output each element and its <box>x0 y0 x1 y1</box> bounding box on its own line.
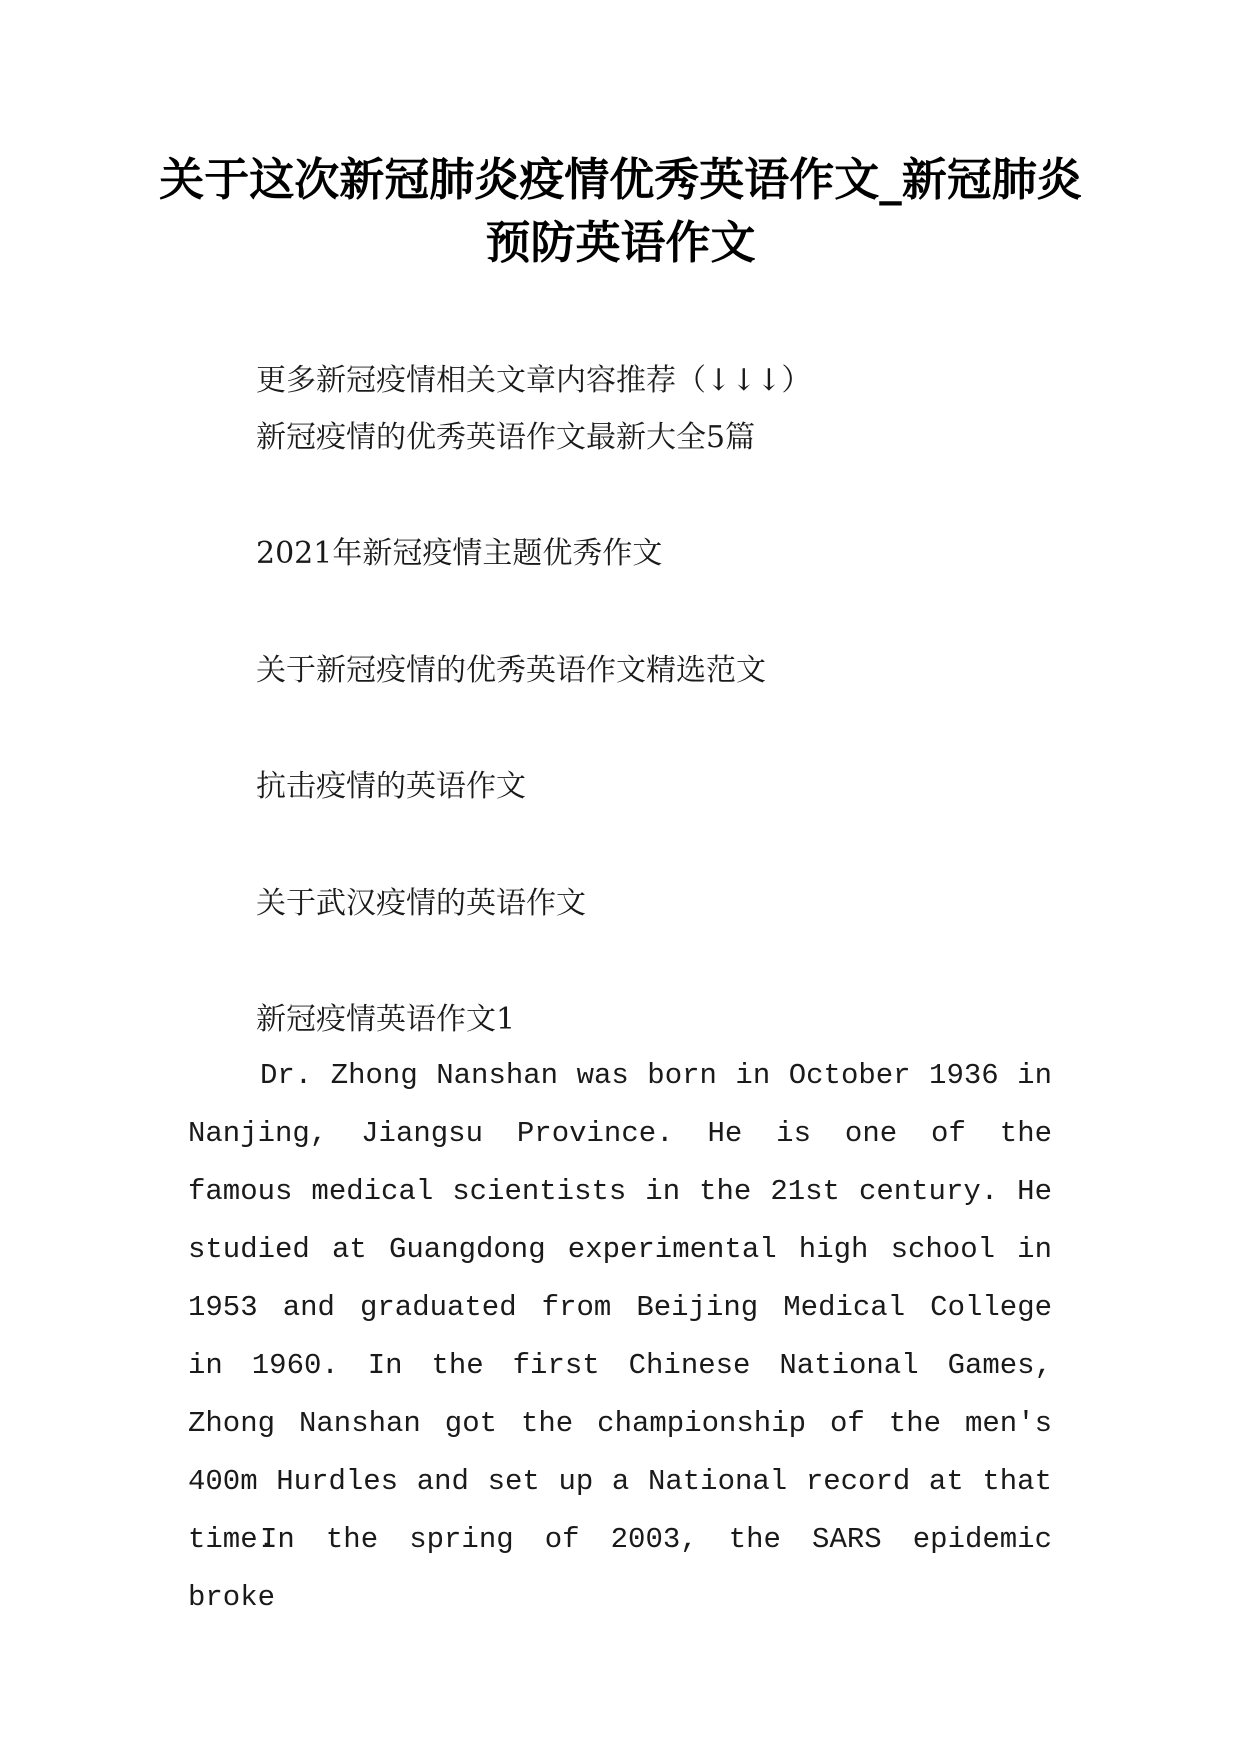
essay-paragraph-1: Dr. Zhong Nanshan was born in October 1936 in Nanjing, Jiangsu Province. He is one of the famous medical scientists in the 21st century. He studied at Guangdong experimental high school in 1953 and graduated from Beijing Medical College in 1960. In the first Chinese National Games, Zhong Nanshan got the championship of the men's 400m Hurdles and set up a National record at that time. <box>188 1059 1052 1556</box>
essay-heading: 新冠疫情英语作文1 <box>256 1002 516 1037</box>
page-title: 关于这次新冠肺炎疫情优秀英语作文_新冠肺炎预防英语作文 <box>159 153 1082 269</box>
recommend-link-2[interactable]: 2021年新冠疫情主题优秀作文 <box>256 536 663 571</box>
essay-paragraph-2: In the spring of 2003, the SARS epidemic broke <box>188 1523 1052 1614</box>
recommend-link-3[interactable]: 关于新冠疫情的优秀英语作文精选范文 <box>256 653 766 688</box>
recommend-link-4[interactable]: 抗击疫情的英语作文 <box>256 769 526 804</box>
recommend-header: 更多新冠疫情相关文章内容推荐（↓↓↓） <box>256 363 812 398</box>
recommend-link-5[interactable]: 关于武汉疫情的英语作文 <box>256 886 586 921</box>
recommend-link-1[interactable]: 新冠疫情的优秀英语作文最新大全5篇 <box>256 420 756 455</box>
